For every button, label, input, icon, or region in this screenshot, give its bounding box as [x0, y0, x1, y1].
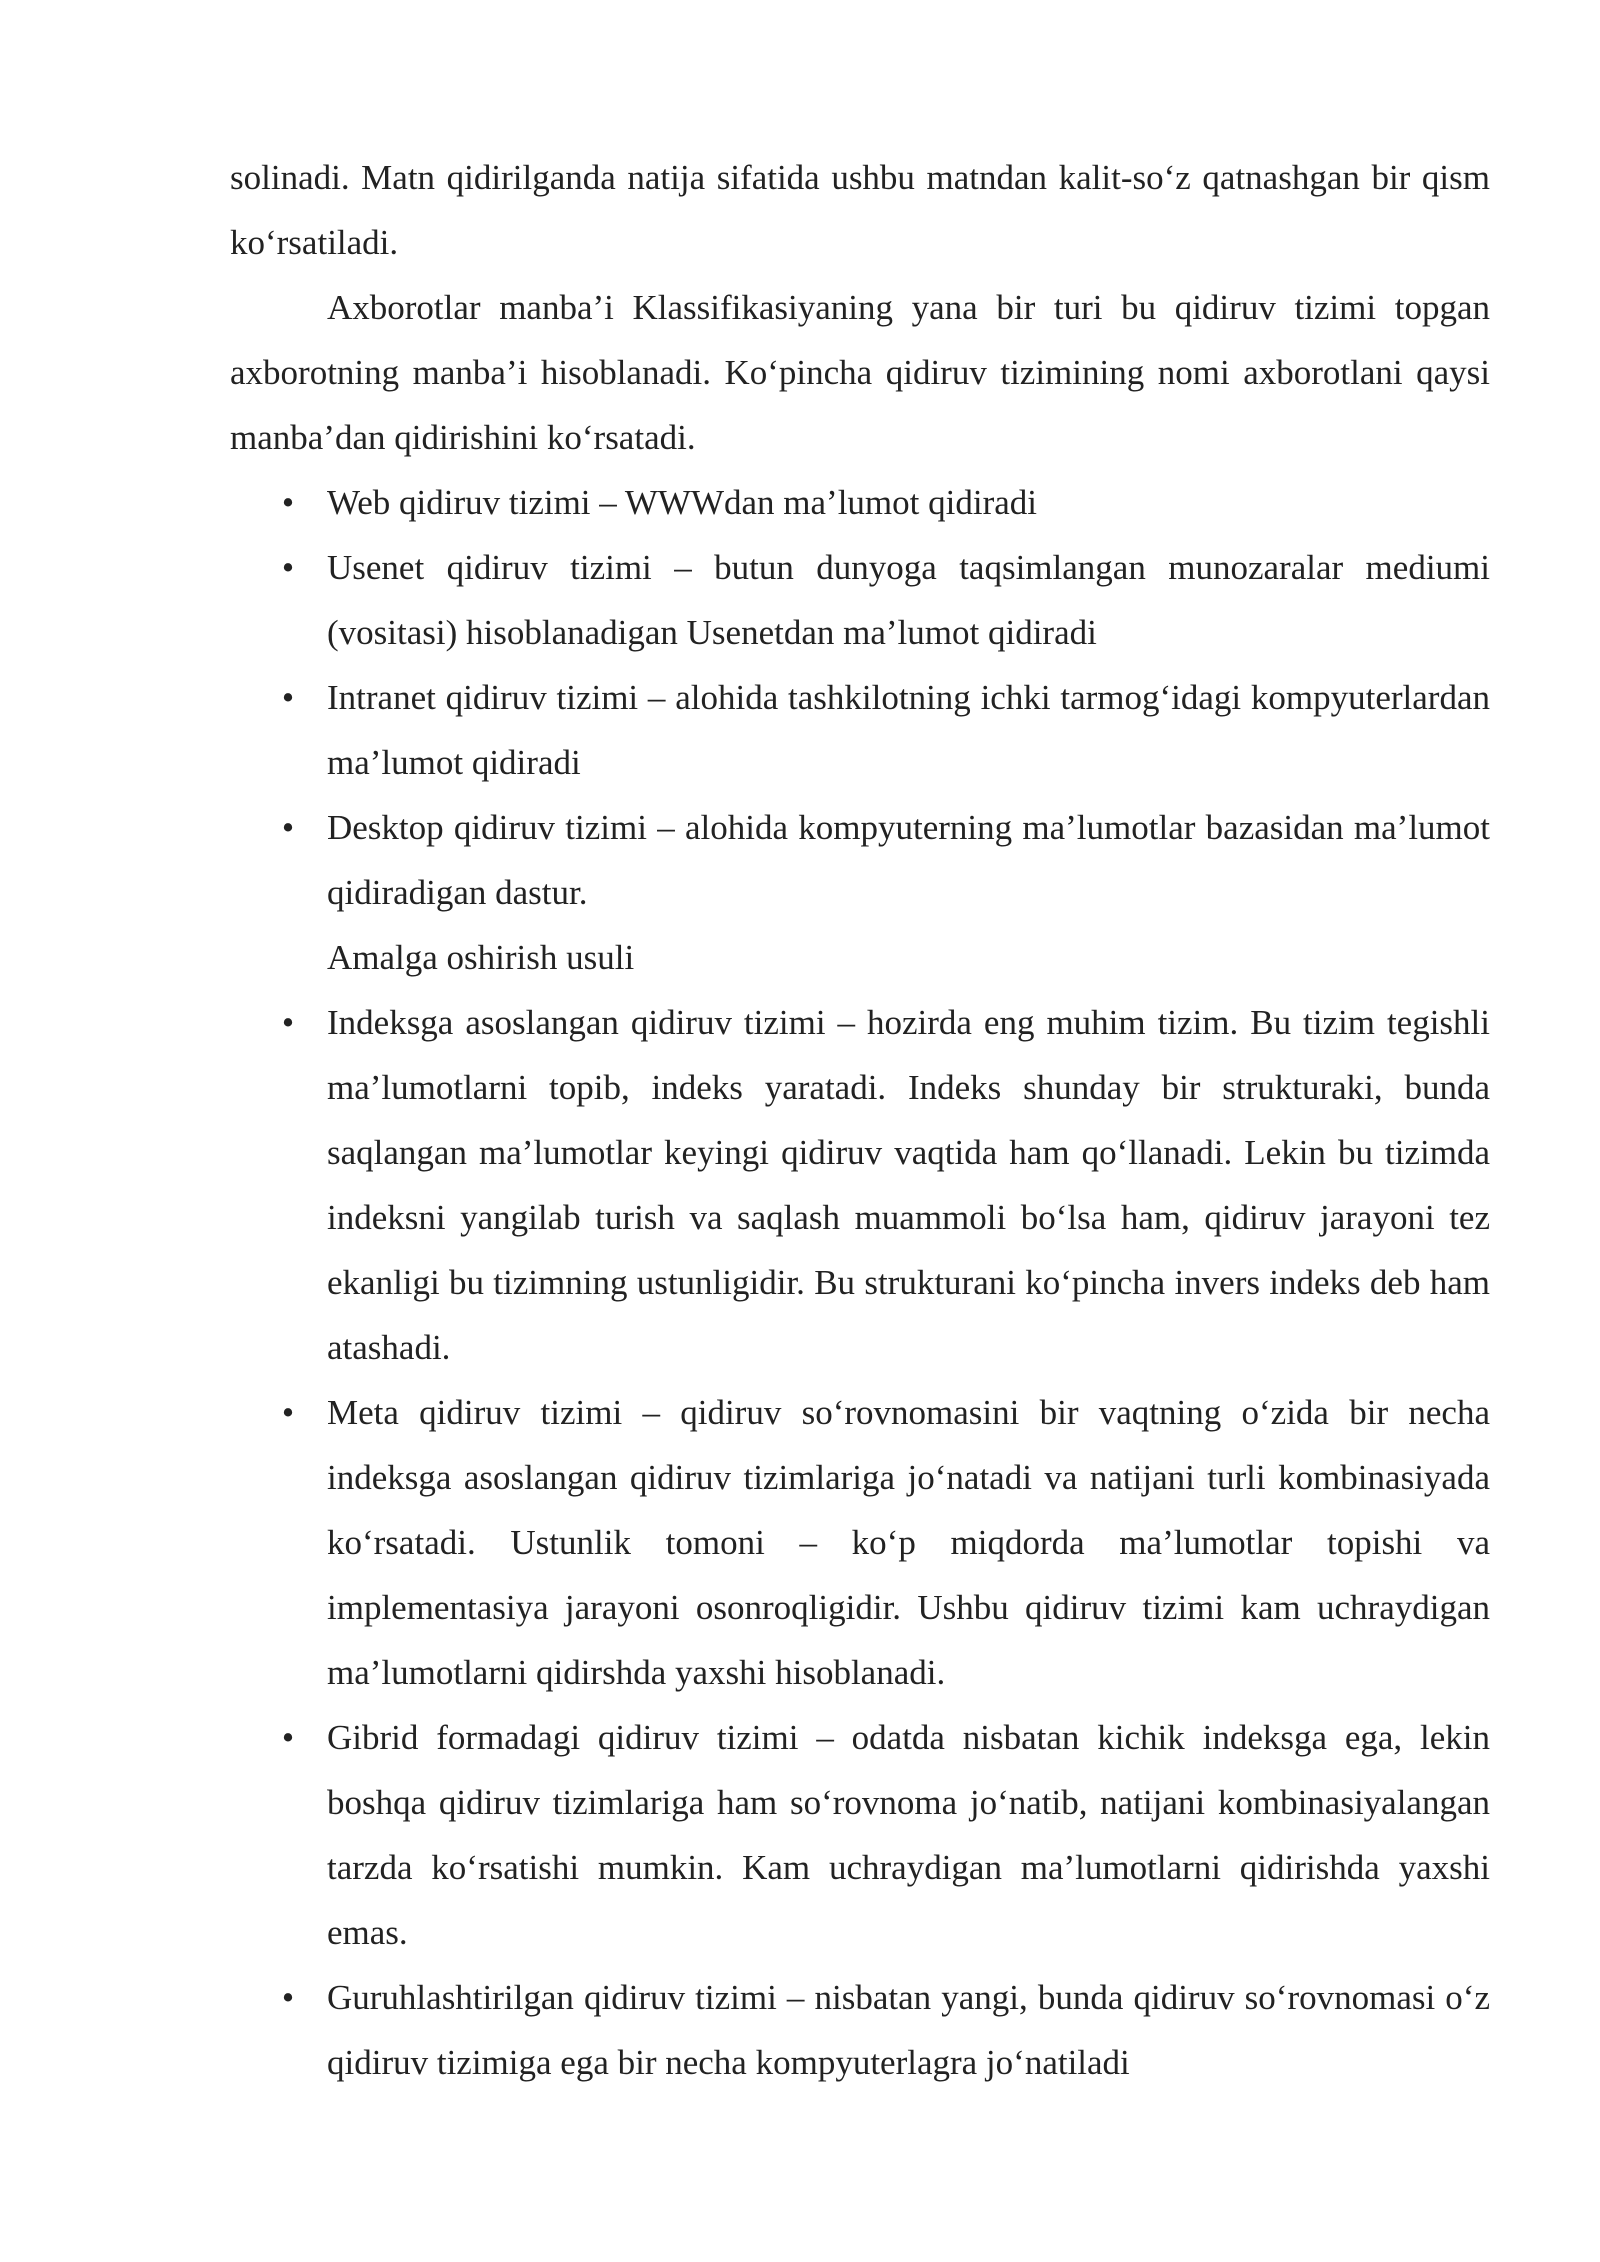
list-item-text: Meta qidiruv tizimi – qidiruv so‘rovnomasini bir vaqtning o‘zida bir necha indeksga asoslangan qidiruv tizimlariga jo‘natadi va natijani turli kombinasiyada ko‘rsatadi. Ustunlik tomoni – ko‘p miqdorda ma’lumotlar topishi va implementasiya jarayoni osonroqligidir. Ushbu qidiruv tizimi kam uchraydigan ma’lumotlarni qidirshda yaxshi hisoblanadi. — [327, 1393, 1490, 1692]
bullet-icon: • — [281, 1393, 295, 1432]
list-item-text: Intranet qidiruv tizimi – alohida tashkilotning ichki tarmog‘idagi kompyuterlardan ma’lumot qidiradi — [327, 678, 1490, 782]
source-type-list — [230, 470, 1490, 925]
document-page — [230, 145, 1490, 2095]
implementation-method-list — [230, 990, 1490, 2095]
list-item-clustered — [230, 1965, 1490, 2095]
list-item-usenet — [230, 535, 1490, 665]
paragraph-information-source: Axborotlar manba’i Klassifikasiyaning yana bir turi bu qidiruv tizimi topgan axborotning manba’i hisoblanadi. Ko‘pincha qidiruv tizimining nomi axborotlani qaysi manba’dan qidirishini ko‘rsatadi. — [230, 288, 1490, 457]
subheading-implementation-method: Amalga oshirish usuli — [327, 938, 635, 977]
list-item-text: Guruhlashtirilgan qidiruv tizimi – nisbatan yangi, bunda qidiruv so‘rovnomasi o‘z qidiruv tizimiga ega bir necha kompyuterlagra jo‘natiladi — [327, 1978, 1490, 2082]
bullet-icon: • — [281, 1003, 295, 1042]
list-item-web — [230, 470, 1490, 535]
bullet-icon: • — [281, 1978, 295, 2017]
list-item-text: Desktop qidiruv tizimi – alohida kompyuterning ma’lumotlar bazasidan ma’lumot qidiradigan dastur. — [327, 808, 1490, 912]
bullet-icon: • — [281, 808, 295, 847]
bullet-icon: • — [281, 1718, 295, 1757]
list-item-text: Indeksga asoslangan qidiruv tizimi – hozirda eng muhim tizim. Bu tizim tegishli ma’lumotlarni topib, indeks yaratadi. Indeks shunday bir strukturaki, bunda saqlangan ma’lumotlar keyingi qidiruv vaqtida ham qo‘llanadi. Lekin bu tizimda indeksni yangilab turish va saqlash muammoli bo‘lsa ham, qidiruv jarayoni tez ekanligi bu tizimning ustunligidir. Bu strukturani ko‘pincha invers indeks deb ham atashadi. — [327, 1003, 1490, 1367]
list-item-meta — [230, 1380, 1490, 1705]
list-item-index-based — [230, 990, 1490, 1380]
list-item-text: Gibrid formadagi qidiruv tizimi – odatda nisbatan kichik indeksga ega, lekin boshqa qidiruv tizimlariga ham so‘rovnoma jo‘natib, natijani kombinasiyalangan tarzda ko‘rsatishi mumkin. Kam uchraydigan ma’lumotlarni qidirishda yaxshi emas. — [327, 1718, 1490, 1952]
list-item-text: Usenet qidiruv tizimi – butun dunyoga taqsimlangan munozaralar mediumi (vositasi) hisoblanadigan Usenetdan ma’lumot qidiradi — [327, 548, 1490, 652]
paragraph-continuation: solinadi. Matn qidirilganda natija sifatida ushbu matndan kalit-so‘z qatnashgan bir qism ko‘rsatiladi. — [230, 158, 1490, 262]
list-item-intranet — [230, 665, 1490, 795]
list-item-desktop — [230, 795, 1490, 925]
bullet-icon: • — [281, 548, 295, 587]
bullet-icon: • — [281, 678, 295, 717]
list-item-hybrid — [230, 1705, 1490, 1965]
list-item-text: Web qidiruv tizimi – WWWdan ma’lumot qidiradi — [327, 483, 1037, 522]
bullet-icon: • — [281, 483, 295, 522]
